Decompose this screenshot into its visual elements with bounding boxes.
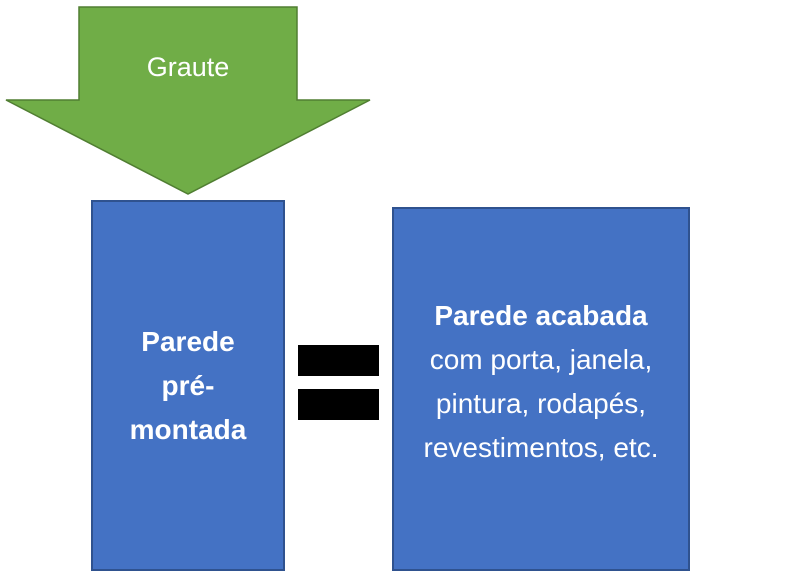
- box-parede-pre-montada: [91, 200, 285, 571]
- box-left-text: Parede pré-montada: [129, 325, 247, 445]
- equals-sign-top-bar: [298, 345, 379, 376]
- box-right-text: [411, 294, 671, 470]
- box-parede-acabada: [392, 207, 690, 571]
- down-arrow-icon: [6, 7, 370, 194]
- box-right-description: com porta, janela, pintura, rodapés, revestimentos, etc.: [423, 344, 659, 463]
- box-right-title: Parede acabada: [434, 300, 648, 331]
- down-arrow-shape: [0, 0, 380, 200]
- equals-sign-bottom-bar: [298, 389, 379, 420]
- arrow-label-graute: Graute: [146, 52, 230, 82]
